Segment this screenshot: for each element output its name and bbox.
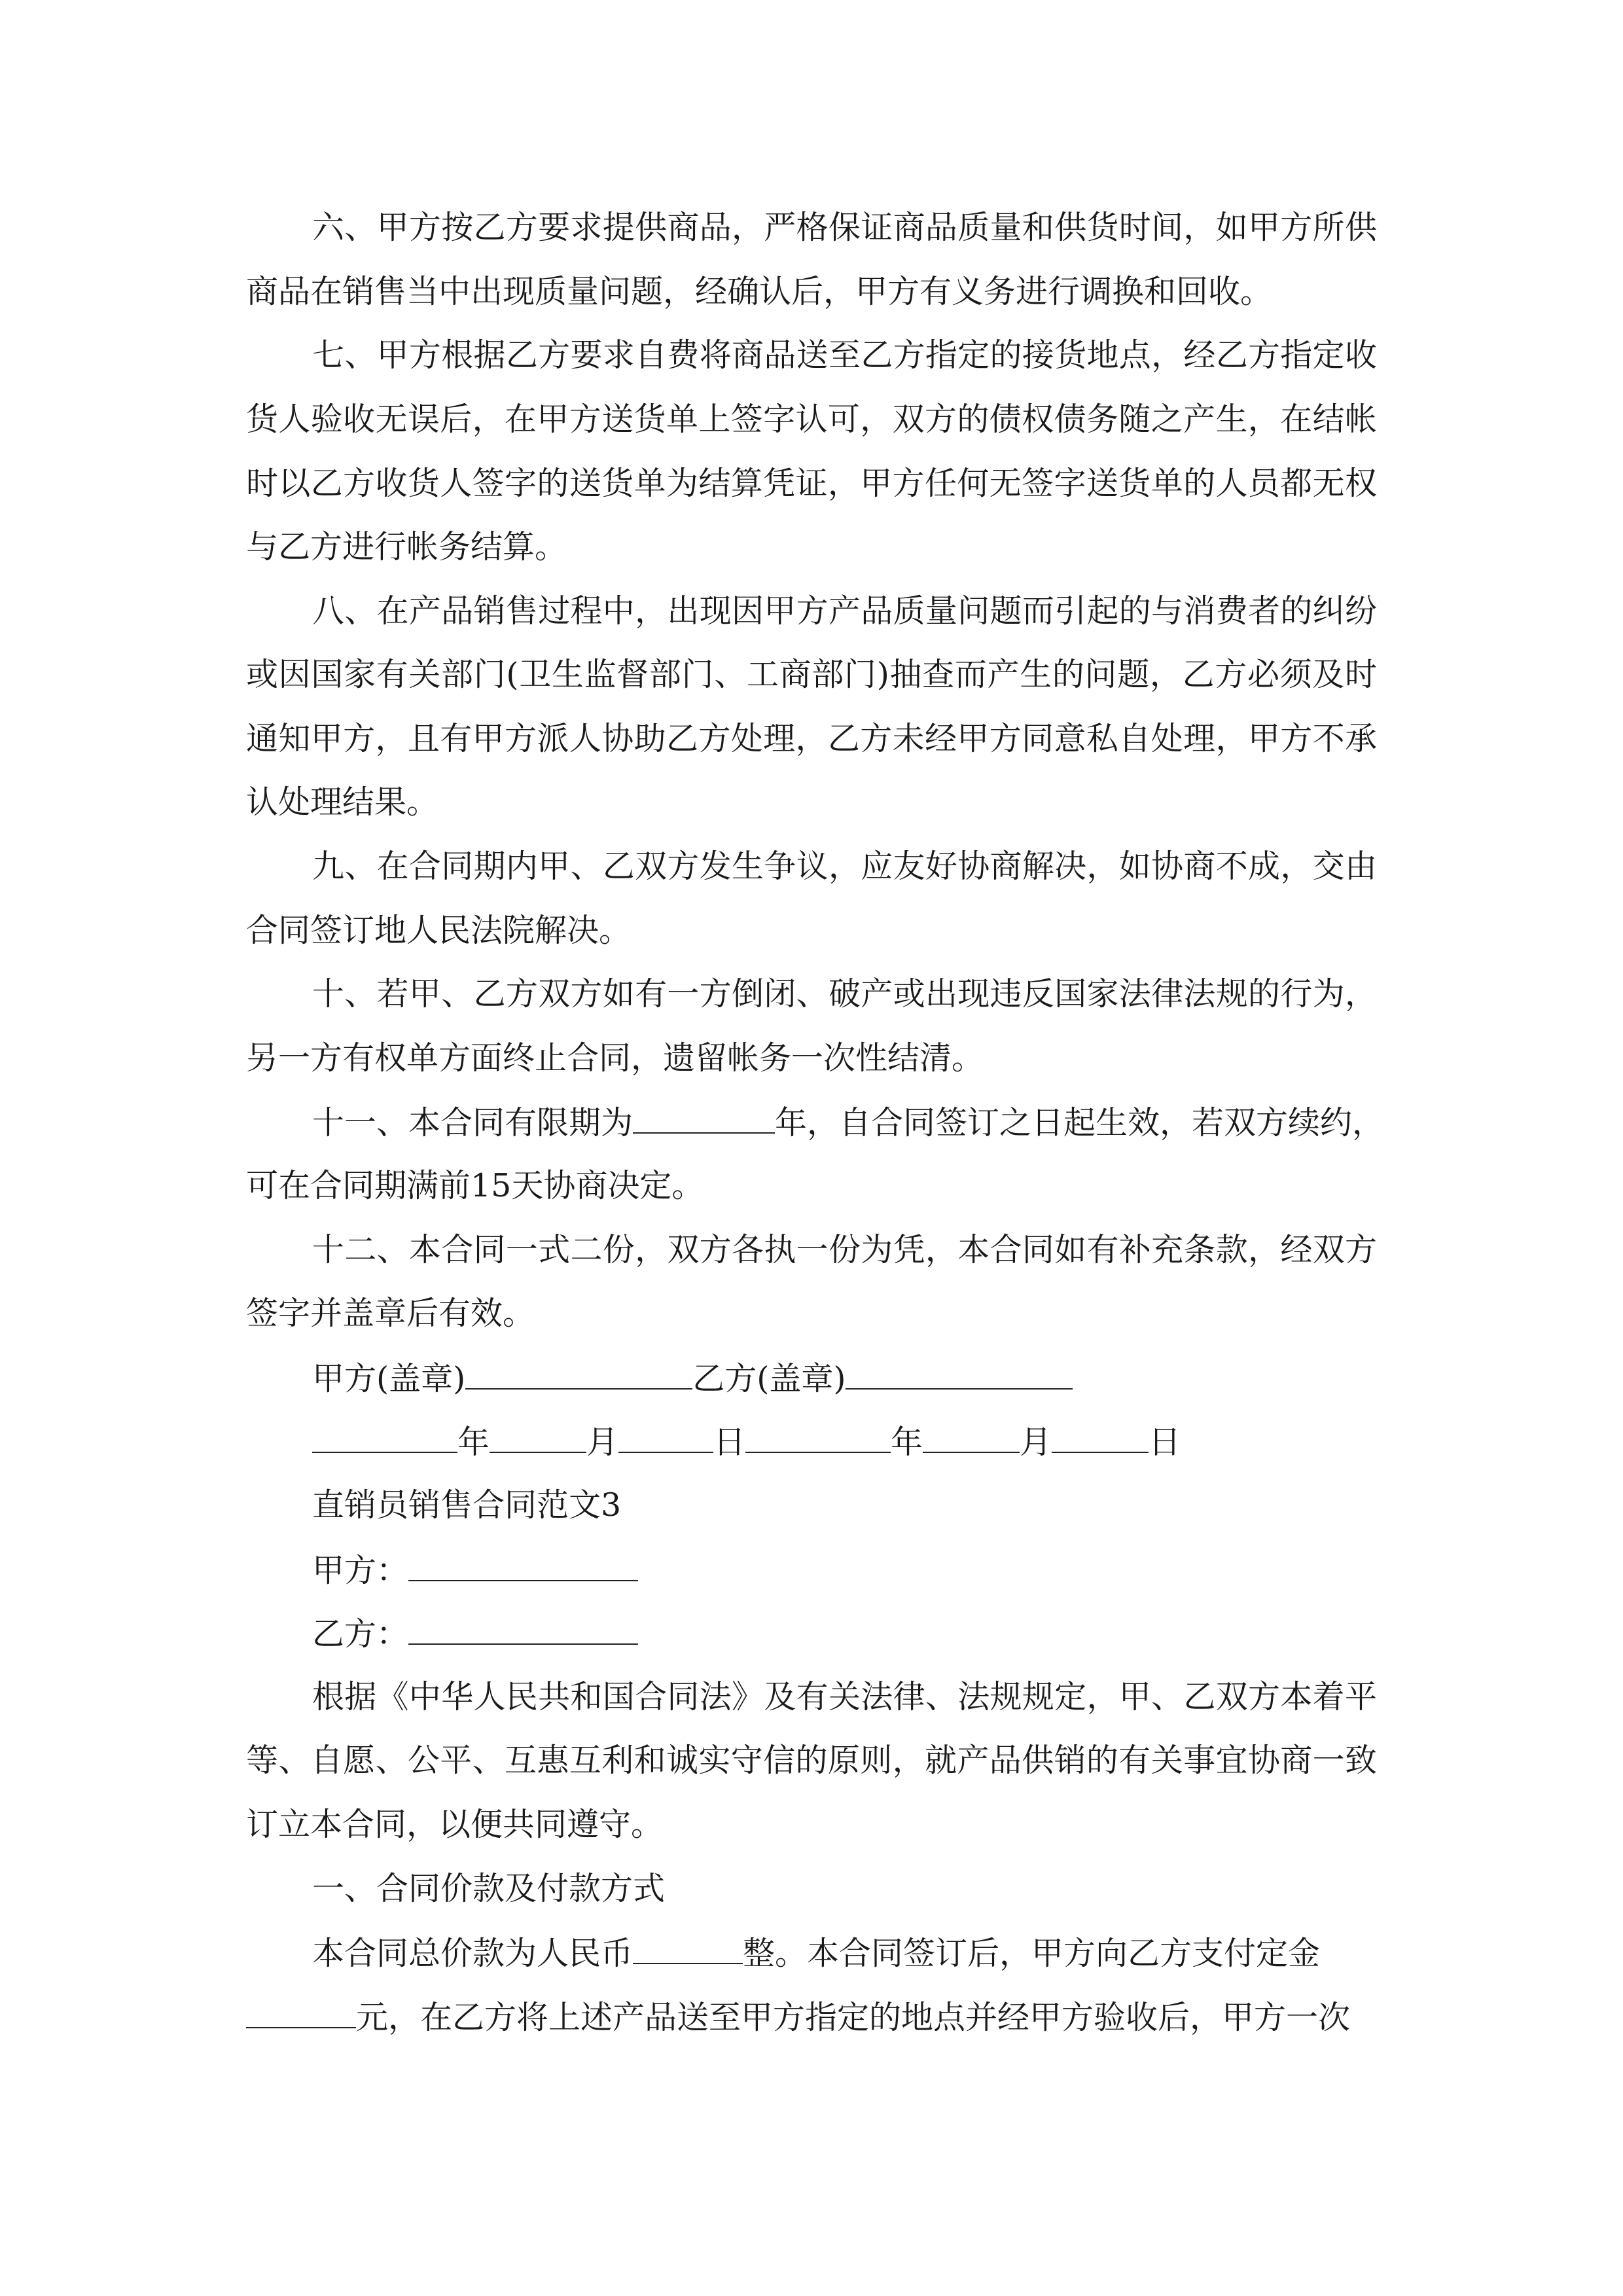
clause-8-line-1: 八、在产品销售过程中，出现因甲方产品质量问题而引起的与消费者的纠纷 [312,593,1377,630]
party-a-year-blank[interactable] [312,1423,457,1453]
clause-12-line-2: 签字并盖章后有效。 [246,1295,535,1332]
total-price-blank[interactable] [633,1934,743,1964]
section-1-text-b: 整。本合同签订后，甲方向乙方支付定金 [743,1935,1321,1972]
section-1-text-a: 本合同总价款为人民币 [312,1935,633,1972]
clause-7-line-2: 货人验收无误后，在甲方送货单上签字认可，双方的债权债务随之产生，在结帐 [246,401,1377,438]
preamble-line-2: 等、自愿、公平、互惠互利和诚实守信的原则，就产品供销的有关事宜协商一致 [246,1742,1377,1779]
party-a-seal-blank[interactable] [465,1359,692,1390]
month-label: 月 [1020,1424,1052,1461]
signature-line [312,1359,1377,1396]
clause-6-line-1: 六、甲方按乙方要求提供商品，严格保证商品质量和供货时间，如甲方所供 [312,209,1377,246]
clause-8-line-2: 或因国家有关部门(卫生监督部门、工商部门)抽查而产生的问题，乙方必须及时 [246,656,1377,693]
clause-11-line-2: 可在合同期满前15天协商决定。 [246,1167,704,1204]
party-a-name-blank[interactable] [408,1551,638,1581]
clause-10-line-2: 另一方有权单方面终止合同，遗留帐务一次性结清。 [246,1039,984,1077]
year-label: 年 [457,1424,490,1461]
party-a-label: 甲方： [312,1552,409,1589]
year-label: 年 [891,1424,923,1461]
clause-8-line-4: 认处理结果。 [246,783,439,821]
party-a-seal-label: 甲方(盖章) [312,1360,466,1397]
clause-9-line-2: 合同签订地人民法院解决。 [246,912,632,949]
party-b-seal-blank[interactable] [846,1359,1073,1390]
party-b-day-blank[interactable] [1052,1423,1149,1453]
section-1-text-c: 元，在乙方将上述产品送至甲方指定的地点并经甲方验收后，甲方一次 [356,1999,1351,2036]
section-1-line-2 [246,1998,1377,2035]
preamble-line-3: 订立本合同，以便共同遵守。 [246,1806,664,1843]
section-1-line-1 [312,1934,1377,1971]
clause-11-text-b: 年，自合同签订之日起生效，若双方续约， [775,1104,1385,1141]
clause-6-line-2: 商品在销售当中出现质量问题，经确认后，甲方有义务进行调换和回收。 [246,273,1273,310]
contract-3-title: 直销员销售合同范文3 [312,1486,622,1524]
clause-7-line-3: 时以乙方收货人签字的送货单为结算凭证，甲方任何无签字送货单的人员都无权 [246,465,1377,502]
date-line [312,1423,1377,1460]
clause-11-text-a: 十一、本合同有限期为 [312,1104,633,1141]
party-b-seal-label: 乙方(盖章) [692,1360,846,1397]
clause-7-line-4: 与乙方进行帐务结算。 [246,528,567,565]
clause-11-line-1 [312,1103,1385,1141]
day-label: 日 [713,1424,746,1461]
party-a-month-blank[interactable] [490,1423,586,1453]
deposit-blank[interactable] [246,1998,356,2028]
party-b-year-blank[interactable] [745,1423,891,1453]
contract-3-party-b [312,1615,1377,1651]
preamble-line-1: 根据《中华人民共和国合同法》及有关法律、法规规定，甲、乙双方本着平 [312,1679,1377,1715]
party-b-label: 乙方： [312,1615,409,1653]
term-years-blank[interactable] [633,1103,775,1134]
clause-7-line-1: 七、甲方根据乙方要求自费将商品送至乙方指定的接货地点，经乙方指定收 [312,337,1377,374]
contract-3-party-a [312,1551,1377,1588]
clause-10-line-1: 十、若甲、乙方双方如有一方倒闭、破产或出现违反国家法律法规的行为， [312,976,1377,1013]
party-a-day-blank[interactable] [618,1423,713,1453]
clause-9-line-1: 九、在合同期内甲、乙双方发生争议，应友好协商解决，如协商不成，交由 [312,848,1377,885]
clause-8-line-3: 通知甲方，且有甲方派人协助乙方处理，乙方未经甲方同意私自处理，甲方不承 [246,721,1377,757]
day-label: 日 [1149,1424,1181,1461]
month-label: 月 [586,1424,619,1461]
section-1-title: 一、合同价款及付款方式 [312,1870,666,1907]
party-b-month-blank[interactable] [923,1423,1020,1453]
party-b-name-blank[interactable] [408,1615,638,1645]
clause-12-line-1: 十二、本合同一式二份，双方各执一份为凭，本合同如有补充条款，经双方 [312,1232,1377,1268]
